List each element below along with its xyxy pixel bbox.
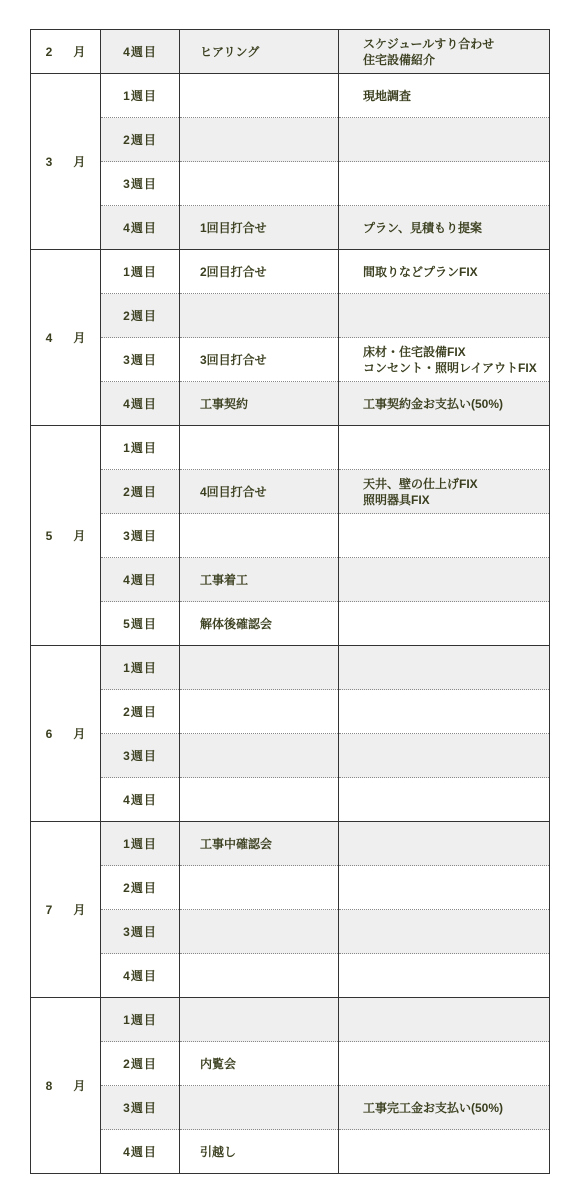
note-cell bbox=[339, 822, 550, 866]
week-label: 3週目 bbox=[101, 162, 180, 206]
note-cell bbox=[339, 646, 550, 690]
note-cell bbox=[339, 162, 550, 206]
note-cell bbox=[339, 294, 550, 338]
week-row bbox=[31, 646, 550, 690]
month-unit: 月 bbox=[73, 726, 86, 741]
note-cell bbox=[339, 866, 550, 910]
note-cell bbox=[339, 778, 550, 822]
event-cell: 内覧会 bbox=[180, 1042, 339, 1086]
week-label: 3週目 bbox=[101, 338, 180, 382]
week-row bbox=[31, 294, 550, 338]
event-cell bbox=[180, 162, 339, 206]
event-cell: 引越し bbox=[180, 1130, 339, 1174]
month-cell bbox=[31, 74, 101, 250]
week-row bbox=[31, 558, 550, 602]
event-cell bbox=[180, 866, 339, 910]
event-cell bbox=[180, 734, 339, 778]
note-cell bbox=[339, 910, 550, 954]
note-cell bbox=[339, 118, 550, 162]
week-row bbox=[31, 118, 550, 162]
month-cell bbox=[31, 822, 101, 998]
week-label: 4週目 bbox=[101, 206, 180, 250]
note-cell bbox=[339, 1086, 550, 1130]
note-cell bbox=[339, 734, 550, 778]
week-row bbox=[31, 822, 550, 866]
note-line: 床材・住宅設備FIX bbox=[363, 344, 466, 359]
week-label: 2週目 bbox=[101, 118, 180, 162]
week-row bbox=[31, 602, 550, 646]
note-cell bbox=[339, 382, 550, 426]
note-line: 照明器具FIX bbox=[363, 492, 430, 507]
event-cell: 工事契約 bbox=[180, 382, 339, 426]
week-row bbox=[31, 998, 550, 1042]
week-label: 1週目 bbox=[101, 822, 180, 866]
note-line: 住宅設備紹介 bbox=[363, 52, 436, 67]
note-cell bbox=[339, 30, 550, 74]
note-line: プラン、見積もり提案 bbox=[363, 220, 483, 235]
week-label: 5週目 bbox=[101, 602, 180, 646]
week-label: 1週目 bbox=[101, 646, 180, 690]
week-label: 3週目 bbox=[101, 910, 180, 954]
event-cell bbox=[180, 74, 339, 118]
month-number: 8 bbox=[45, 1078, 53, 1093]
note-cell bbox=[339, 250, 550, 294]
week-label: 2週目 bbox=[101, 1042, 180, 1086]
week-label: 2週目 bbox=[101, 866, 180, 910]
week-label: 4週目 bbox=[101, 382, 180, 426]
week-label: 4週目 bbox=[101, 1130, 180, 1174]
month-number: 4 bbox=[45, 330, 53, 345]
note-line: スケジュールすり合わせ bbox=[363, 36, 495, 51]
week-label: 1週目 bbox=[101, 998, 180, 1042]
month-unit: 月 bbox=[73, 902, 86, 917]
week-label: 3週目 bbox=[101, 1086, 180, 1130]
week-row bbox=[31, 778, 550, 822]
week-row bbox=[31, 30, 550, 74]
week-label: 2週目 bbox=[101, 294, 180, 338]
month-number: 2 bbox=[45, 44, 53, 59]
week-row bbox=[31, 866, 550, 910]
note-line: コンセント・照明レイアウトFIX bbox=[363, 360, 537, 375]
month-unit: 月 bbox=[73, 1078, 86, 1093]
event-cell bbox=[180, 118, 339, 162]
event-cell bbox=[180, 1086, 339, 1130]
event-cell bbox=[180, 646, 339, 690]
week-label: 3週目 bbox=[101, 514, 180, 558]
month-unit: 月 bbox=[73, 330, 86, 345]
event-cell bbox=[180, 294, 339, 338]
week-row bbox=[31, 1130, 550, 1174]
month-cell bbox=[31, 30, 101, 74]
week-row bbox=[31, 734, 550, 778]
week-row bbox=[31, 910, 550, 954]
week-row bbox=[31, 470, 550, 514]
month-cell bbox=[31, 250, 101, 426]
week-label: 1週目 bbox=[101, 74, 180, 118]
note-cell bbox=[339, 74, 550, 118]
week-label: 1週目 bbox=[101, 250, 180, 294]
week-label: 2週目 bbox=[101, 470, 180, 514]
month-unit: 月 bbox=[73, 44, 86, 59]
note-cell bbox=[339, 1130, 550, 1174]
week-label: 1週目 bbox=[101, 426, 180, 470]
month-number: 7 bbox=[45, 902, 53, 917]
event-cell bbox=[180, 778, 339, 822]
month-number: 5 bbox=[45, 528, 53, 543]
week-row bbox=[31, 162, 550, 206]
note-cell bbox=[339, 690, 550, 734]
event-cell: 4回目打合せ bbox=[180, 470, 339, 514]
event-cell: 工事着工 bbox=[180, 558, 339, 602]
month-number: 6 bbox=[45, 726, 53, 741]
schedule-table bbox=[30, 29, 550, 1174]
week-label: 4週目 bbox=[101, 30, 180, 74]
week-row bbox=[31, 954, 550, 998]
note-cell bbox=[339, 558, 550, 602]
note-cell bbox=[339, 338, 550, 382]
week-row bbox=[31, 1042, 550, 1086]
week-row bbox=[31, 338, 550, 382]
month-cell bbox=[31, 426, 101, 646]
event-cell: 工事中確認会 bbox=[180, 822, 339, 866]
note-line: 間取りなどプランFIX bbox=[363, 264, 478, 279]
month-number: 3 bbox=[45, 154, 53, 169]
schedule-body bbox=[31, 30, 550, 1174]
event-cell: 2回目打合せ bbox=[180, 250, 339, 294]
month-cell bbox=[31, 646, 101, 822]
month-unit: 月 bbox=[73, 528, 86, 543]
week-row bbox=[31, 690, 550, 734]
event-cell bbox=[180, 514, 339, 558]
week-row bbox=[31, 1086, 550, 1130]
week-label: 4週目 bbox=[101, 778, 180, 822]
week-label: 3週目 bbox=[101, 734, 180, 778]
event-cell: ヒアリング bbox=[180, 30, 339, 74]
note-cell bbox=[339, 470, 550, 514]
event-cell: 1回目打合せ bbox=[180, 206, 339, 250]
note-line: 天井、壁の仕上げFIX bbox=[363, 476, 478, 491]
week-label: 4週目 bbox=[101, 558, 180, 602]
event-cell bbox=[180, 954, 339, 998]
event-cell bbox=[180, 690, 339, 734]
month-unit: 月 bbox=[73, 154, 86, 169]
event-cell: 解体後確認会 bbox=[180, 602, 339, 646]
note-cell bbox=[339, 602, 550, 646]
week-label: 2週目 bbox=[101, 690, 180, 734]
event-cell bbox=[180, 998, 339, 1042]
week-row bbox=[31, 382, 550, 426]
week-row bbox=[31, 426, 550, 470]
week-row bbox=[31, 74, 550, 118]
event-cell bbox=[180, 426, 339, 470]
note-cell bbox=[339, 954, 550, 998]
note-cell bbox=[339, 206, 550, 250]
week-row bbox=[31, 206, 550, 250]
note-cell bbox=[339, 426, 550, 470]
note-cell bbox=[339, 514, 550, 558]
note-cell bbox=[339, 1042, 550, 1086]
note-cell bbox=[339, 998, 550, 1042]
week-label: 4週目 bbox=[101, 954, 180, 998]
week-row bbox=[31, 250, 550, 294]
note-line: 工事契約金お支払い(50%) bbox=[363, 396, 504, 411]
month-cell bbox=[31, 998, 101, 1174]
note-line: 現地調査 bbox=[363, 88, 412, 103]
note-line: 工事完工金お支払い(50%) bbox=[363, 1100, 504, 1115]
week-row bbox=[31, 514, 550, 558]
event-cell bbox=[180, 910, 339, 954]
event-cell: 3回目打合せ bbox=[180, 338, 339, 382]
